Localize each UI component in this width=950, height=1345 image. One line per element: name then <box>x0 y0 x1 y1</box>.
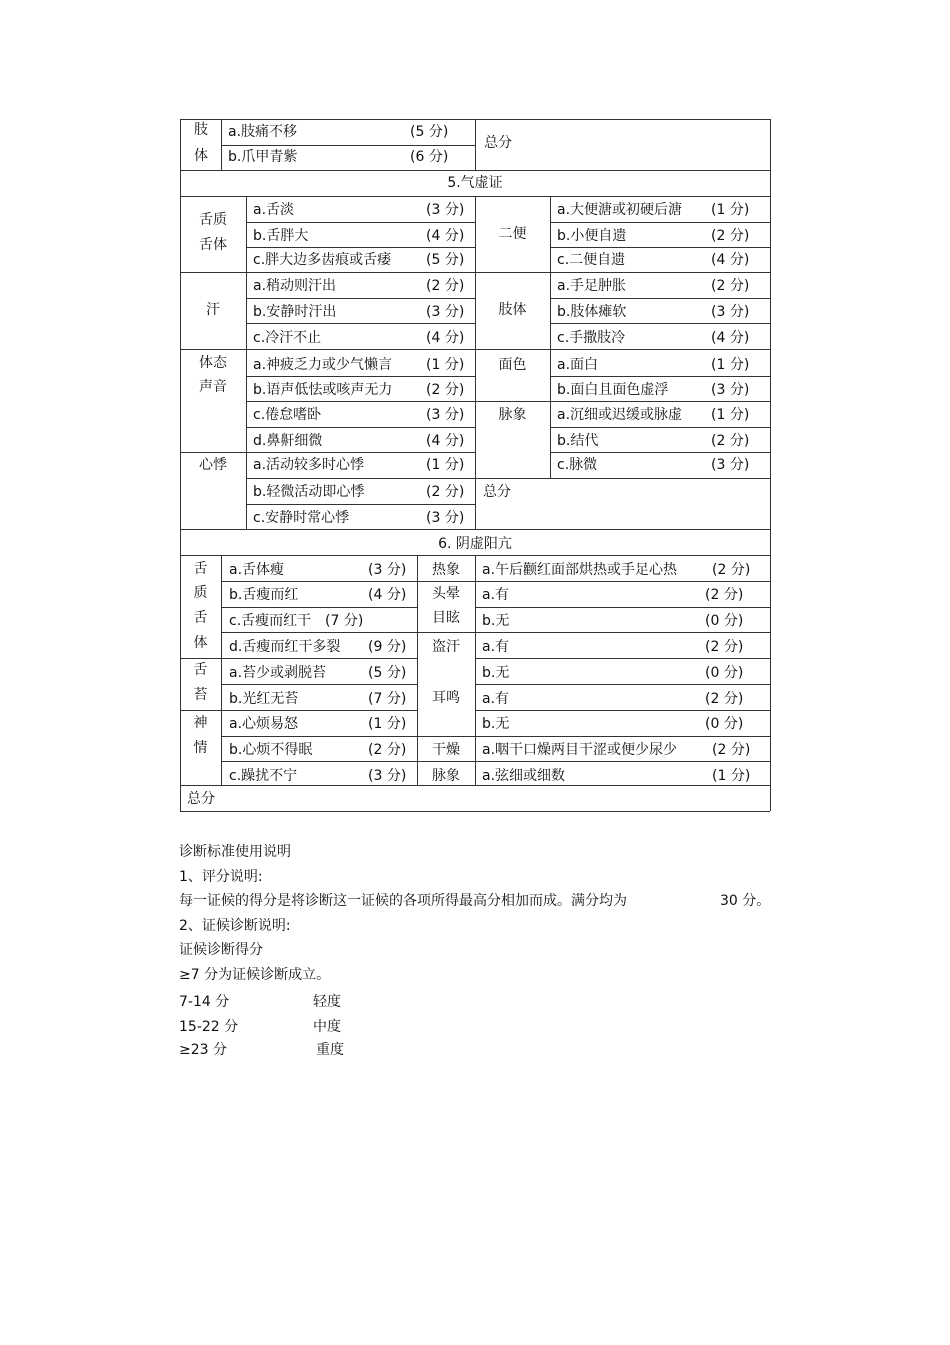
item-text: b.舌胖大 <box>253 228 309 244</box>
item-text: a.面白 <box>557 357 599 373</box>
item-text: b.面白且面色虚浮 <box>557 382 669 398</box>
item-text: c.躁扰不宁 <box>229 768 298 784</box>
item-text: b.心烦不得眠 <box>229 742 313 758</box>
item-text: a.有 <box>482 587 510 603</box>
item-score: (2 分) <box>711 228 750 244</box>
item-score: (2 分) <box>711 278 750 294</box>
level-grade: 轻度 <box>313 994 341 1010</box>
level-grade: 重度 <box>316 1042 344 1058</box>
item-score: (3 分) <box>368 562 407 578</box>
item-score: (1 分) <box>712 768 751 784</box>
item-score: (7 分) <box>325 613 364 629</box>
item-score: (2 分) <box>426 278 465 294</box>
item-score: (9 分) <box>368 639 407 655</box>
item-text: b.舌瘦而红 <box>229 587 299 603</box>
item-score: (2 分) <box>426 484 465 500</box>
item-score: (4 分) <box>711 252 750 268</box>
item-score: (2 分) <box>426 382 465 398</box>
item-score: (4 分) <box>426 330 465 346</box>
item-text: b.光红无苔 <box>229 691 299 707</box>
item-score: (4 分) <box>368 587 407 603</box>
item-score: (0 分) <box>705 613 744 629</box>
item-text: a.苔少或剥脱苔 <box>229 665 327 681</box>
item-score: (4 分) <box>426 433 465 449</box>
group-label-char: 神 <box>193 715 208 731</box>
qixu-total-label: 总分 <box>483 484 511 500</box>
item-text: c.冷汗不止 <box>253 330 322 346</box>
item-score: (5 分) <box>426 252 465 268</box>
item-score: (4 分) <box>711 330 750 346</box>
item-text: d.鼻鼾细微 <box>253 433 323 449</box>
limb-item-score: (5 分) <box>410 124 449 140</box>
notes-item1-text: 每一证候的得分是将诊断这一证候的各项所得最高分相加而成。满分均为 <box>179 893 627 909</box>
item-text: c.倦怠嗜卧 <box>253 407 322 423</box>
item-score: (2 分) <box>705 587 744 603</box>
item-text: a.活动较多时心悸 <box>253 457 365 473</box>
item-score: (1 分) <box>711 407 750 423</box>
item-text: a.沉细或迟缓或脉虚 <box>557 407 683 423</box>
group-label: 头晕 <box>432 586 460 602</box>
item-score: (5 分) <box>368 665 407 681</box>
notes-item2-title: 2、证候诊断说明: <box>179 918 291 934</box>
item-text: a.心烦易怒 <box>229 716 299 732</box>
group-label: 盗汗 <box>432 639 460 655</box>
group-label-char: 体 <box>193 635 208 651</box>
item-score: (2 分) <box>711 433 750 449</box>
group-label: 干燥 <box>432 742 460 758</box>
item-score: (3 分) <box>426 202 465 218</box>
item-text: a.有 <box>482 639 510 655</box>
item-text: b.无 <box>482 665 510 681</box>
item-score: (2 分) <box>368 742 407 758</box>
group-label: 肢体 <box>498 302 527 318</box>
item-score: (3 分) <box>426 510 465 526</box>
level-range: 7-14 分 <box>179 994 230 1010</box>
level-grade: 中度 <box>313 1019 341 1035</box>
item-text: b.小便自遗 <box>557 228 627 244</box>
group-label-char: 质 <box>193 585 208 601</box>
item-text: c.胖大边多齿痕或舌痿 <box>253 252 392 268</box>
group-label: 二便 <box>498 226 527 242</box>
item-text: a.大便溏或初硬后溏 <box>557 202 683 218</box>
item-score: (1 分) <box>426 357 465 373</box>
limb-label-bottom: 体 <box>194 148 208 164</box>
item-text: b.结代 <box>557 433 599 449</box>
item-text: c.安静时常心悸 <box>253 510 350 526</box>
group-label: 热象 <box>432 562 460 578</box>
item-score: (0 分) <box>705 665 744 681</box>
item-text: b.语声低怯或咳声无力 <box>253 382 393 398</box>
group-label: 目眩 <box>432 610 460 626</box>
item-text: a.午后颧红面部烘热或手足心热 <box>482 562 678 578</box>
group-label: 汗 <box>206 302 220 318</box>
item-score: (7 分) <box>368 691 407 707</box>
limb-total-label: 总分 <box>484 135 512 151</box>
item-text: b.无 <box>482 613 510 629</box>
item-text: a.舌淡 <box>253 202 295 218</box>
item-score: (2 分) <box>712 742 751 758</box>
level-range: ≥23 分 <box>179 1042 227 1058</box>
item-text: b.安静时汗出 <box>253 304 337 320</box>
item-score: (2 分) <box>712 562 751 578</box>
group-label: 舌体 <box>199 237 227 253</box>
item-text: c.舌瘦而红干 <box>229 613 312 629</box>
item-text: a.咽干口燥两目干涩或便少尿少 <box>482 742 678 758</box>
item-text: a.有 <box>482 691 510 707</box>
item-text: a.舌体瘦 <box>229 562 285 578</box>
limb-label-top: 肢 <box>194 122 208 138</box>
group-label-char: 情 <box>193 740 208 756</box>
item-text: a.手足肿胀 <box>557 278 627 294</box>
notes-item1-title: 1、评分说明: <box>179 869 263 885</box>
notes-threshold: ≥7 分为证候诊断成立。 <box>179 967 331 983</box>
item-score: (3 分) <box>711 304 750 320</box>
item-score: (1 分) <box>368 716 407 732</box>
notes-heading: 诊断标准使用说明 <box>179 844 291 860</box>
yinxu-total-label: 总分 <box>187 791 215 807</box>
item-score: (2 分) <box>705 691 744 707</box>
group-label: 声音 <box>199 379 227 395</box>
group-label-char: 舌 <box>193 610 208 626</box>
notes-item2-sub: 证候诊断得分 <box>179 942 263 958</box>
item-text: a.神疲乏力或少气懒言 <box>253 357 393 373</box>
notes-item1-value: 30 分。 <box>720 893 771 909</box>
limb-item-score: (6 分) <box>410 149 449 165</box>
limb-item-text: a.肢痛不移 <box>228 124 298 140</box>
item-score: (3 分) <box>711 382 750 398</box>
group-label: 体态 <box>199 355 227 371</box>
item-text: a.弦细或细数 <box>482 768 566 784</box>
limb-item-text: b.爪甲青紫 <box>228 149 298 165</box>
item-score: (4 分) <box>426 228 465 244</box>
group-label: 面色 <box>498 357 527 373</box>
item-text: c.二便自遗 <box>557 252 626 268</box>
item-score: (1 分) <box>711 202 750 218</box>
group-label: 脉象 <box>498 407 527 423</box>
item-score: (3 分) <box>426 304 465 320</box>
item-score: (2 分) <box>705 639 744 655</box>
group-label: 心悸 <box>199 457 227 473</box>
item-score: (3 分) <box>426 407 465 423</box>
group-label: 耳鸣 <box>432 690 460 706</box>
item-text: c.手撒肢冷 <box>557 330 626 346</box>
item-text: a.稍动则汗出 <box>253 278 337 294</box>
group-label-char: 苔 <box>193 687 208 703</box>
item-score: (3 分) <box>368 768 407 784</box>
item-score: (1 分) <box>711 357 750 373</box>
item-text: b.无 <box>482 716 510 732</box>
group-label-char: 舌 <box>193 662 208 678</box>
level-range: 15-22 分 <box>179 1019 239 1035</box>
section-title: 6. 阴虚阳亢 <box>438 536 512 552</box>
group-label: 舌质 <box>199 212 227 228</box>
group-label-char: 舌 <box>193 561 208 577</box>
item-text: b.轻微活动即心悸 <box>253 484 365 500</box>
section-title: 5.气虚证 <box>447 175 503 191</box>
group-label: 脉象 <box>432 768 460 784</box>
item-score: (3 分) <box>711 457 750 473</box>
item-score: (1 分) <box>426 457 465 473</box>
item-text: b.肢体瘫软 <box>557 304 627 320</box>
item-text: d.舌瘦而红干多裂 <box>229 639 341 655</box>
item-text: c.脉微 <box>557 457 598 473</box>
item-score: (0 分) <box>705 716 744 732</box>
